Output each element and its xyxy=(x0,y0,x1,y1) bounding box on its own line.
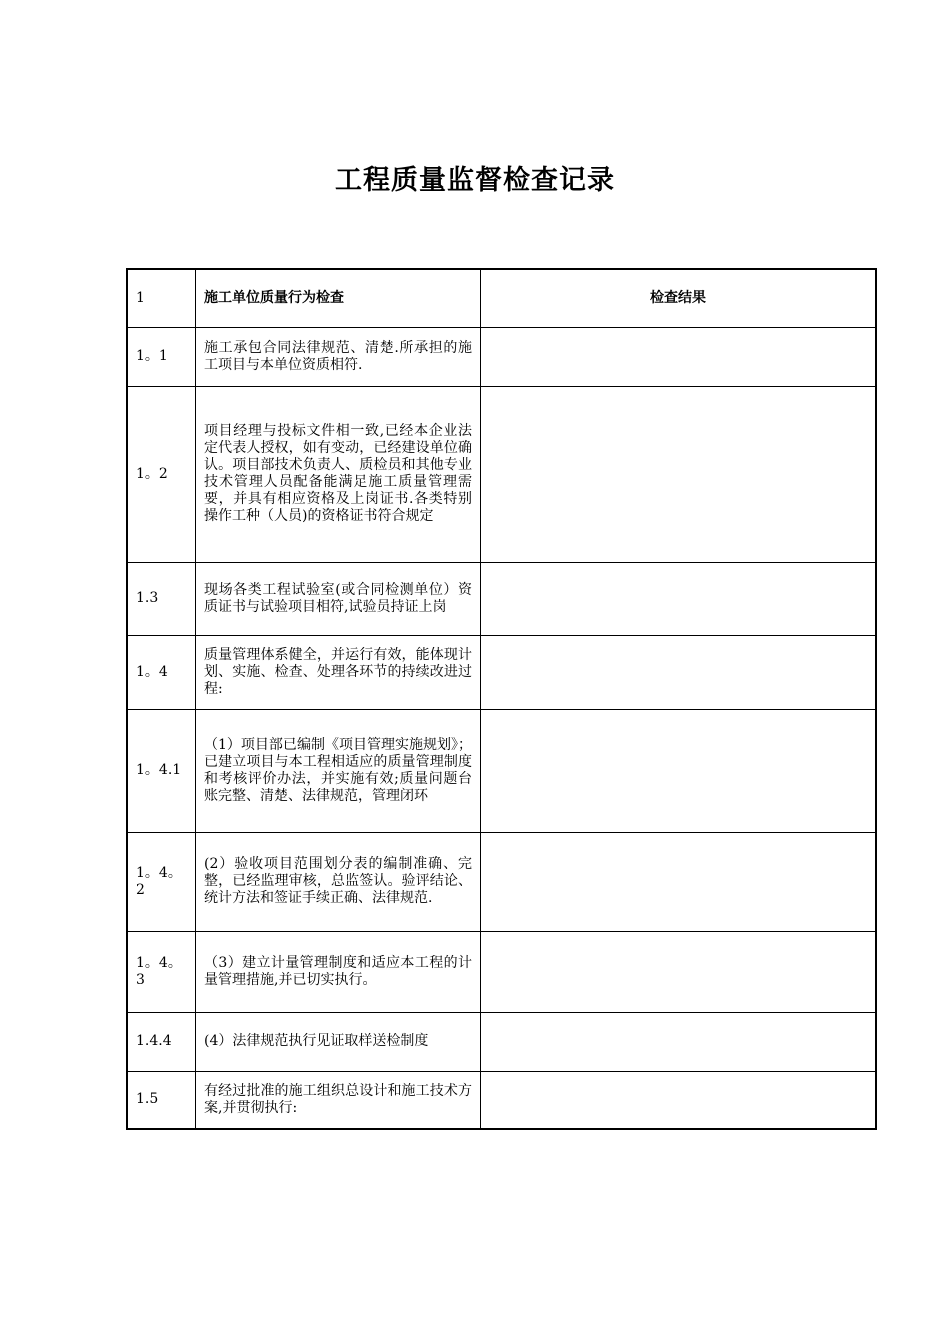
row-result[interactable] xyxy=(481,562,877,635)
row-item: (4）法律规范执行见证取样送检制度 xyxy=(196,1012,481,1071)
row-no: 1。1 xyxy=(127,327,196,386)
row-result[interactable] xyxy=(481,327,877,386)
row-result[interactable] xyxy=(481,635,877,709)
header-result: 检查结果 xyxy=(481,269,877,327)
table-row xyxy=(127,386,876,562)
table-row xyxy=(127,931,876,1012)
table-row xyxy=(127,635,876,709)
row-item: （1）项目部已编制《项目管理实施规划》；已建立项目与本工程相适应的质量管理制度和考核评价办法，并实施有效;质量问题台账完整、清楚、法律规范，管理闭环 xyxy=(196,709,481,832)
row-result[interactable] xyxy=(481,386,877,562)
table-row xyxy=(127,327,876,386)
table-row xyxy=(127,709,876,832)
row-item: 项目经理与投标文件相一致,已经本企业法定代表人授权，如有变动，已经建设单位确认。项目部技术负责人、质检员和其他专业技术管理人员配备能满足施工质量管理需要，并具有相应资格及上岗证书.各类特别操作工种（人员)的资格证书符合规定 xyxy=(196,386,481,562)
row-no: 1。4.1 xyxy=(127,709,196,832)
row-item: 质量管理体系健全，并运行有效，能体现计划、实施、检查、处理各环节的持续改进过程: xyxy=(196,635,481,709)
row-no: 1.4.4 xyxy=(127,1012,196,1071)
row-result[interactable] xyxy=(481,931,877,1012)
page-title: 工程质量监督检查记录 xyxy=(335,165,615,196)
header-item: 施工单位质量行为检查 xyxy=(196,269,481,327)
table-header-row xyxy=(127,269,876,327)
row-result[interactable] xyxy=(481,1071,877,1129)
table-row xyxy=(127,1012,876,1071)
row-result[interactable] xyxy=(481,832,877,931)
row-no: 1。4。3 xyxy=(127,931,196,1012)
row-item: （3）建立计量管理制度和适应本工程的计量管理措施,并已切实执行。 xyxy=(196,931,481,1012)
row-item: (2）验收项目范围划分表的编制准确、完整，已经监理审核，总监签认。验评结论、统计方法和签证手续正确、法律规范. xyxy=(196,832,481,931)
row-no: 1。4。2 xyxy=(127,832,196,931)
row-no: 1.5 xyxy=(127,1071,196,1129)
row-no: 1。2 xyxy=(127,386,196,562)
row-no: 1。4 xyxy=(127,635,196,709)
row-item: 施工承包合同法律规范、清楚.所承担的施工项目与本单位资质相符. xyxy=(196,327,481,386)
table-row xyxy=(127,832,876,931)
row-item: 现场各类工程试验室(或合同检测单位）资质证书与试验项目相符,试验员持证上岗 xyxy=(196,562,481,635)
row-result[interactable] xyxy=(481,709,877,832)
table-row xyxy=(127,1071,876,1129)
inspection-table xyxy=(126,268,877,1130)
header-no: 1 xyxy=(127,269,196,327)
table-row xyxy=(127,562,876,635)
row-no: 1.3 xyxy=(127,562,196,635)
row-result[interactable] xyxy=(481,1012,877,1071)
row-item: 有经过批准的施工组织总设计和施工技术方案,并贯彻执行: xyxy=(196,1071,481,1129)
